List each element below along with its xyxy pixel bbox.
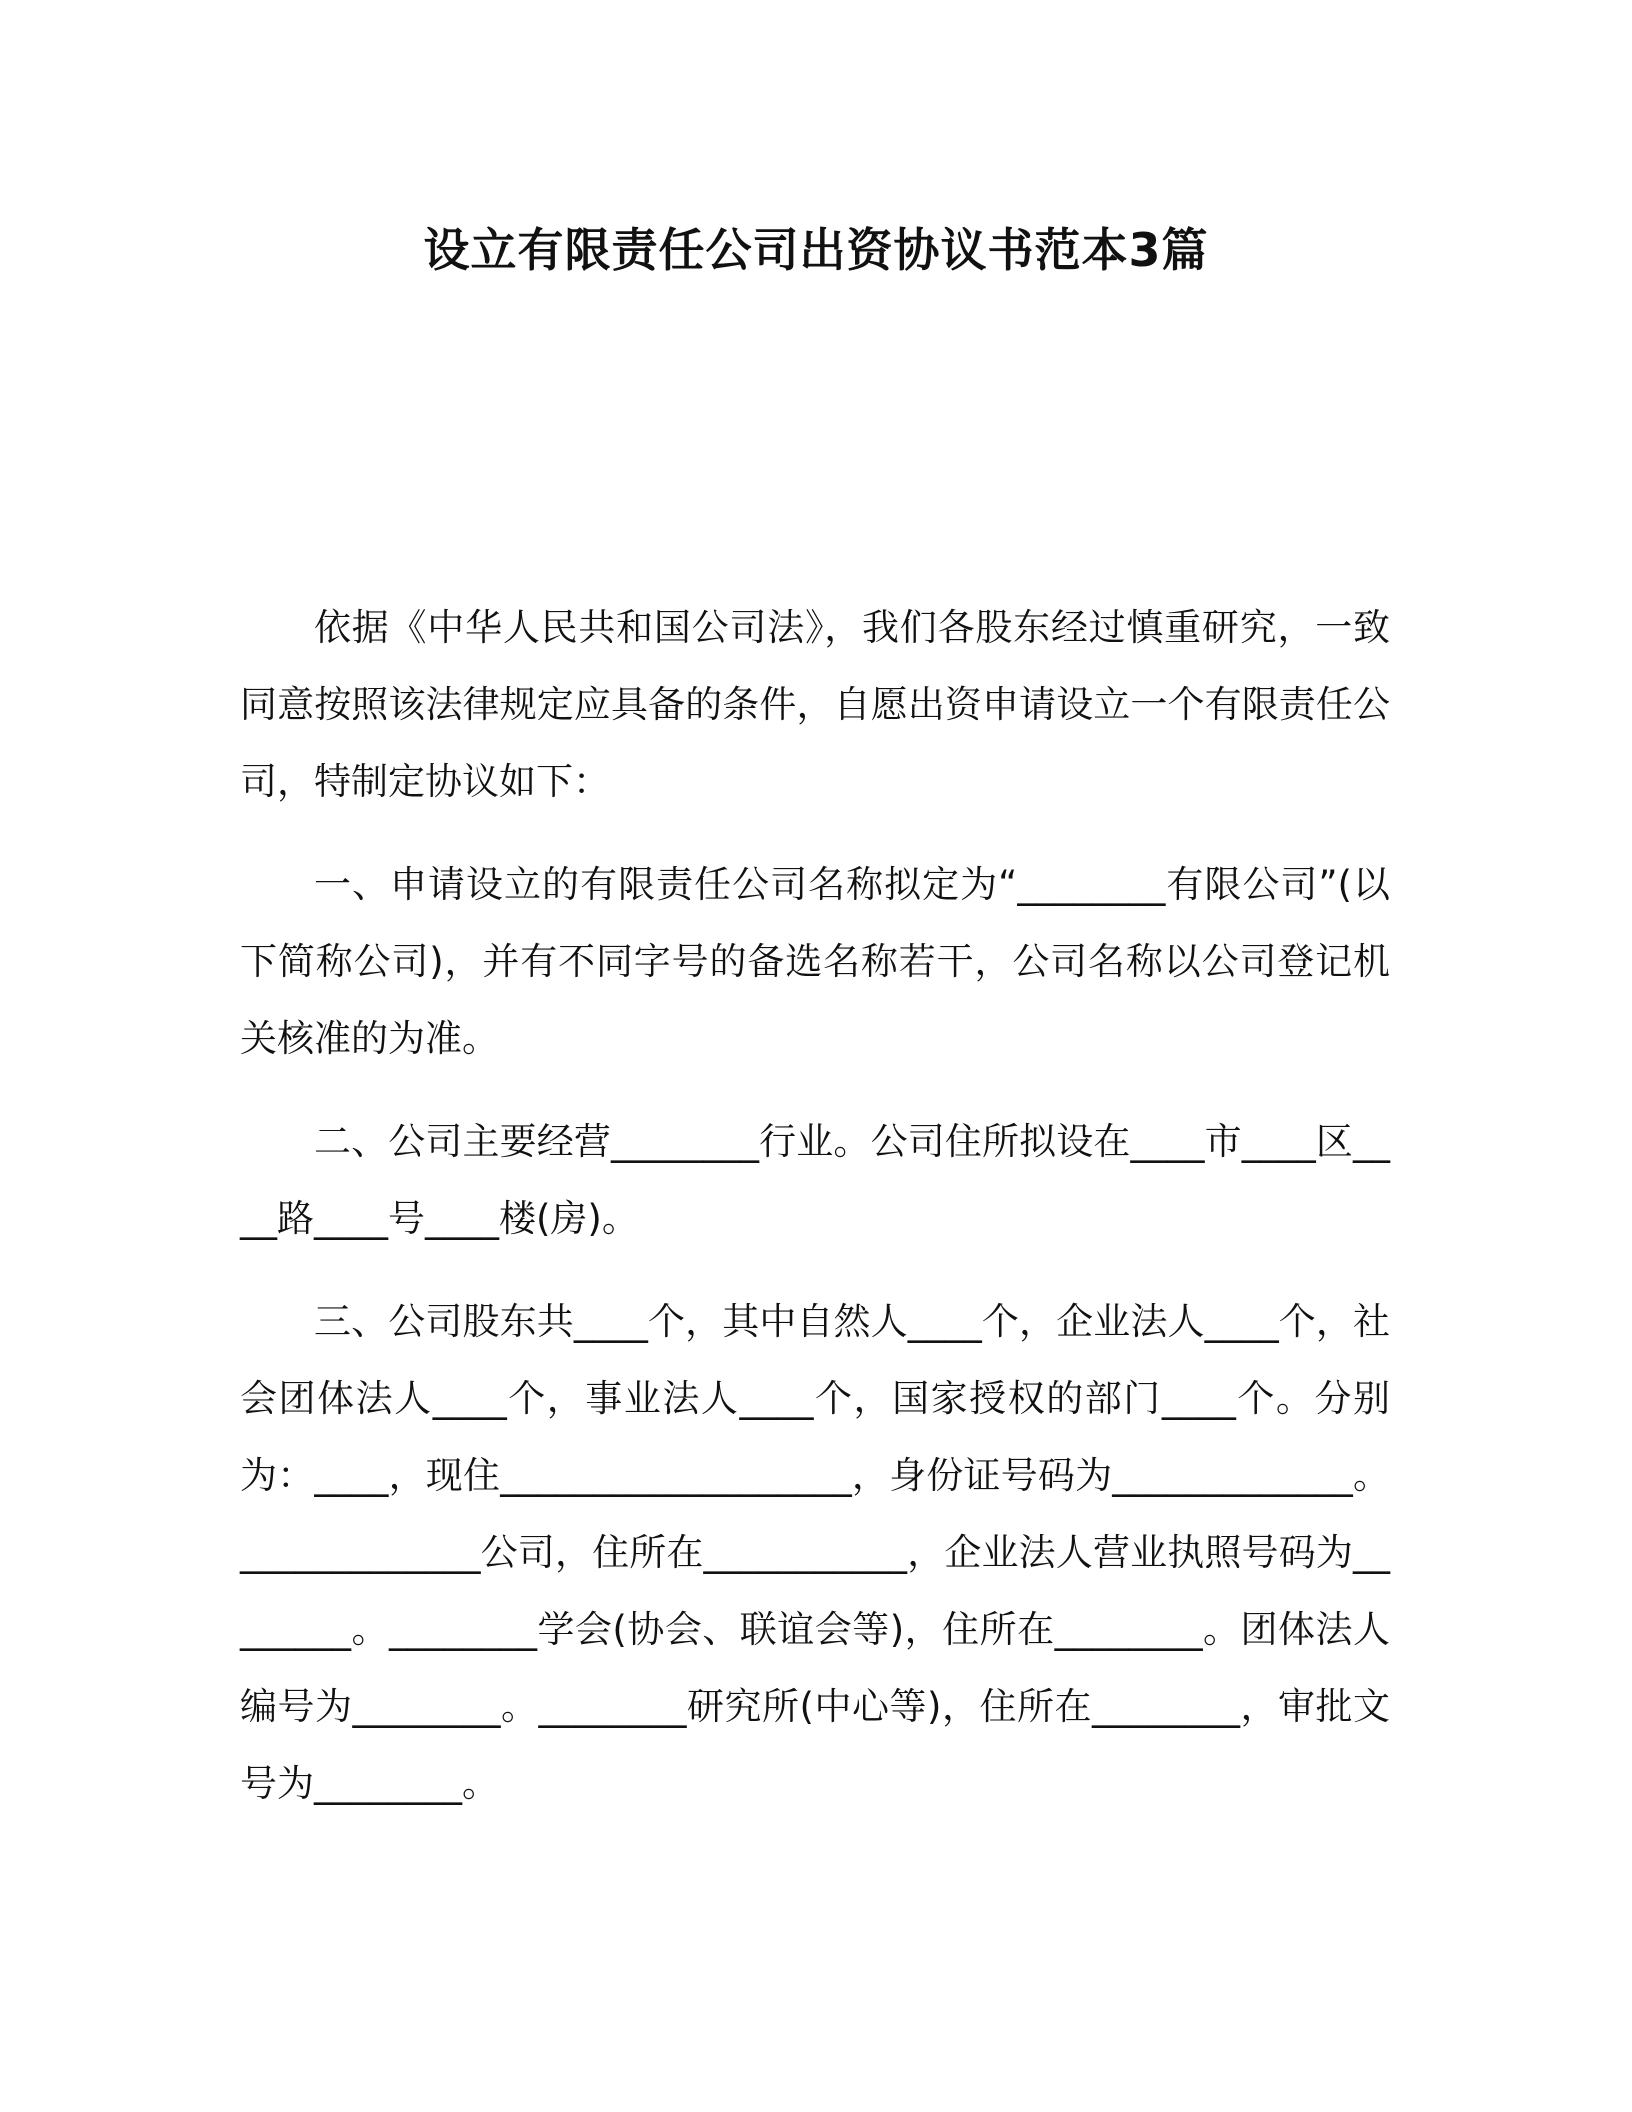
paragraph-clause-3: 三、公司股东共____个，其中自然人____个，企业法人____个，社会团体法人____个，事业法人____个，国家授权的部门____个。分别为：____，现住___________________，身份证号码为_____________。_____________公司，住所在___________，企业法人营业执照号码为________。________学会(协会、联谊会等)，住所在________。团体法人编号为________。________研究所(中心等)，住所在________，审批文号为________。 [240,1300,1390,1805]
paragraph-clause-1: 一、申请设立的有限责任公司名称拟定为“________有限公司”(以下简称公司)，并有不同字号的备选名称若干，公司名称以公司登记机关核准的为准。 [240,863,1390,1060]
paragraph-clause-2: 二、公司主要经营________行业。公司住所拟设在____市____区____路____号____楼(房)。 [240,1120,1390,1240]
paragraph-intro: 依据《中华人民共和国公司法》，我们各股东经过慎重研究，一致同意按照该法律规定应具备的条件，自愿出资申请设立一个有限责任公司，特制定协议如下： [240,606,1390,803]
document-title: 设立有限责任公司出资协议书范本3篇 [423,223,1209,277]
document-body [240,589,1390,1848]
